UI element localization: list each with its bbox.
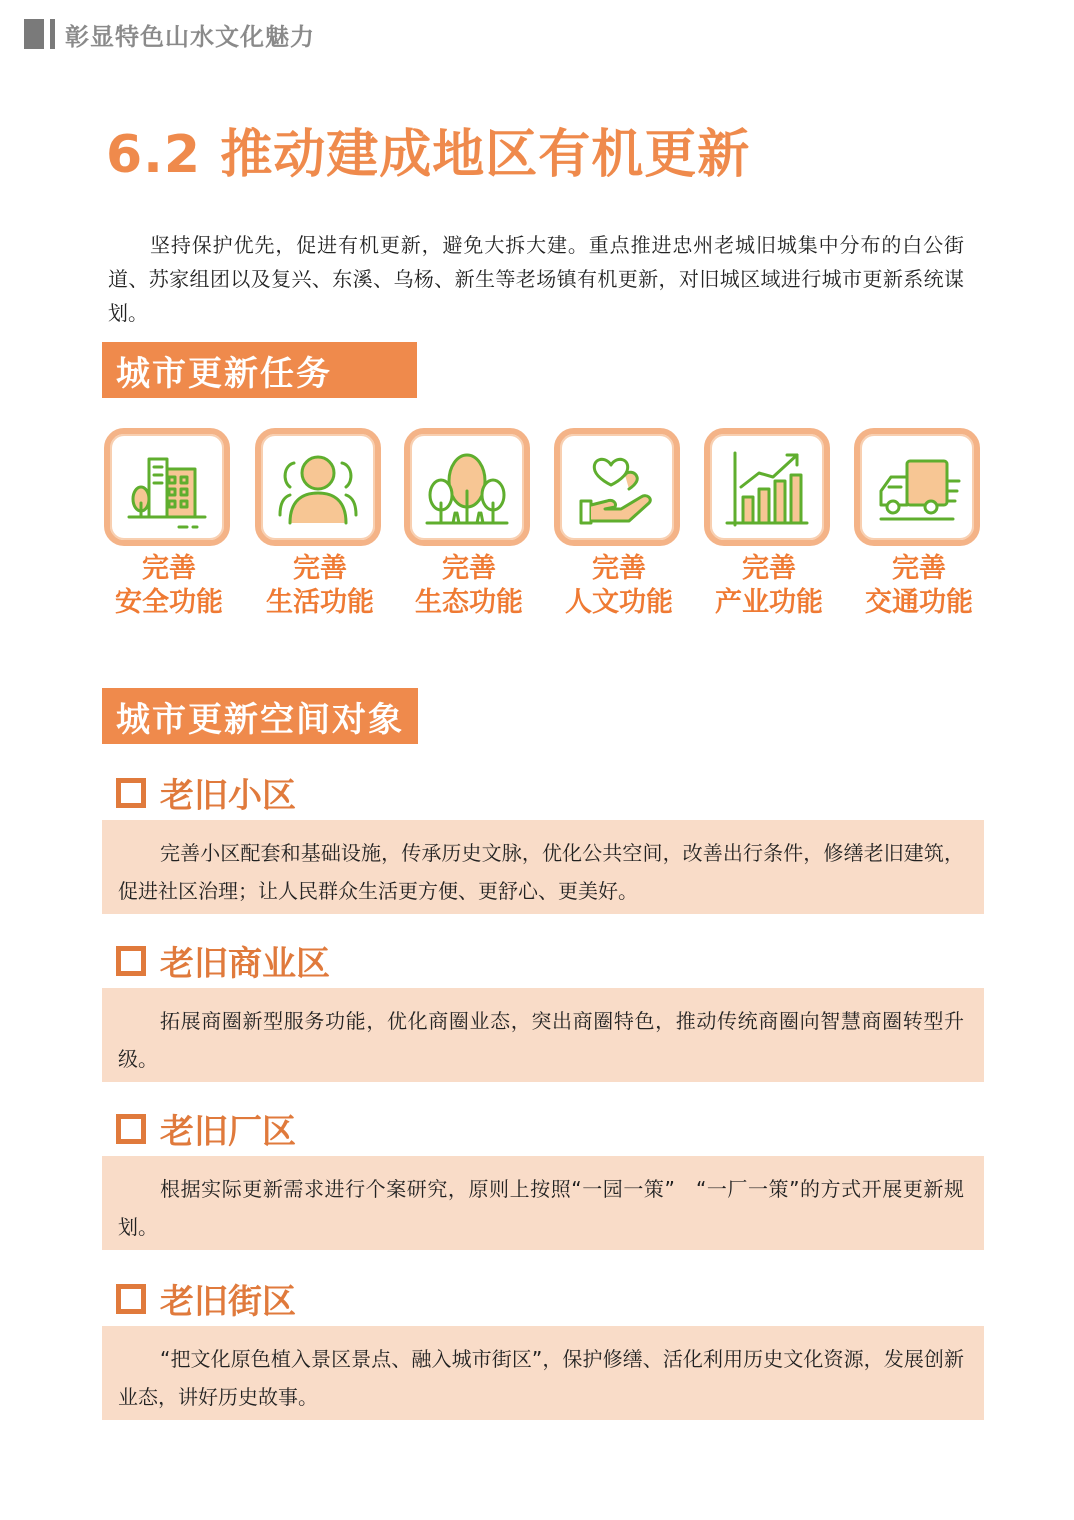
people-icon bbox=[272, 441, 364, 533]
task-item-culture bbox=[554, 428, 684, 628]
task-item-ecology bbox=[404, 428, 534, 628]
square-bullet-icon bbox=[116, 778, 146, 808]
task-icon-box bbox=[704, 428, 830, 546]
buildings-icon bbox=[121, 441, 213, 533]
category-heading-residential bbox=[116, 768, 296, 817]
task-icon-box bbox=[104, 428, 230, 546]
task-icon-box bbox=[404, 428, 530, 546]
square-bullet-icon bbox=[116, 1284, 146, 1314]
task-item-traffic bbox=[854, 428, 984, 628]
truck-icon bbox=[871, 441, 963, 533]
running-header bbox=[24, 18, 315, 50]
growth-chart-icon bbox=[721, 441, 813, 533]
section-banner-objects: 城市更新空间对象 bbox=[102, 688, 418, 744]
category-text-commercial: 拓展商圈新型服务功能，优化商圈业态，突出商圈特色，推动传统商圈向智慧商圈转型升级。 bbox=[102, 988, 984, 1082]
intro-paragraph: 坚持保护优先，促进有机更新，避免大拆大建。重点推进忠州老城旧城集中分布的白公街道、苏家组团以及复兴、东溪、乌杨、新生等老场镇有机更新，对旧城区域进行城市更新系统谋划。 bbox=[108, 233, 964, 325]
task-icon-row bbox=[104, 428, 984, 628]
category-title: 老旧商业区 bbox=[160, 944, 330, 984]
task-label-line2: 生态功能 bbox=[415, 587, 523, 618]
task-label-line1: 完善 bbox=[892, 553, 946, 584]
task-label-line2: 交通功能 bbox=[865, 587, 973, 618]
header-bar bbox=[50, 19, 55, 49]
task-icon-box bbox=[255, 428, 381, 546]
header-mark bbox=[24, 19, 44, 49]
task-item-industry bbox=[704, 428, 834, 628]
category-title: 老旧小区 bbox=[160, 776, 296, 816]
task-label-line1: 完善 bbox=[293, 553, 347, 584]
category-text-factory: 根据实际更新需求进行个案研究，原则上按照“一园一策” “一厂一策”的方式开展更新规划。 bbox=[102, 1156, 984, 1250]
task-icon-box bbox=[554, 428, 680, 546]
category-text-street: “把文化原色植入景区景点、融入城市街区”，保护修缮、活化利用历史文化资源，发展创新业态，讲好历史故事。 bbox=[102, 1326, 984, 1420]
trees-icon bbox=[421, 441, 513, 533]
section-banner-tasks: 城市更新任务 bbox=[102, 342, 417, 398]
category-heading-factory bbox=[116, 1104, 296, 1153]
heart-hand-icon bbox=[571, 441, 663, 533]
task-label-line1: 完善 bbox=[592, 553, 646, 584]
header-title: 彰显特色山水文化魅力 bbox=[65, 22, 315, 51]
task-item-living bbox=[255, 428, 385, 628]
task-item-safety bbox=[104, 428, 234, 628]
task-label-line1: 完善 bbox=[742, 553, 796, 584]
category-heading-commercial bbox=[116, 936, 330, 985]
square-bullet-icon bbox=[116, 1114, 146, 1144]
task-label-line1: 完善 bbox=[142, 553, 196, 584]
category-title: 老旧厂区 bbox=[160, 1112, 296, 1152]
category-text-residential: 完善小区配套和基础设施，传承历史文脉，优化公共空间，改善出行条件，修缮老旧建筑，促进社区治理；让人民群众生活更方便、更舒心、更美好。 bbox=[102, 820, 984, 914]
task-label-line2: 产业功能 bbox=[715, 587, 823, 618]
square-bullet-icon bbox=[116, 946, 146, 976]
task-label-line1: 完善 bbox=[442, 553, 496, 584]
category-title: 老旧街区 bbox=[160, 1282, 296, 1322]
task-label-line2: 生活功能 bbox=[266, 587, 374, 618]
page-title: 6.2 推动建成地区有机更新 bbox=[106, 125, 751, 185]
task-label-line2: 人文功能 bbox=[565, 587, 673, 618]
task-label-line2: 安全功能 bbox=[115, 587, 223, 618]
category-heading-street bbox=[116, 1274, 296, 1323]
task-icon-box bbox=[854, 428, 980, 546]
